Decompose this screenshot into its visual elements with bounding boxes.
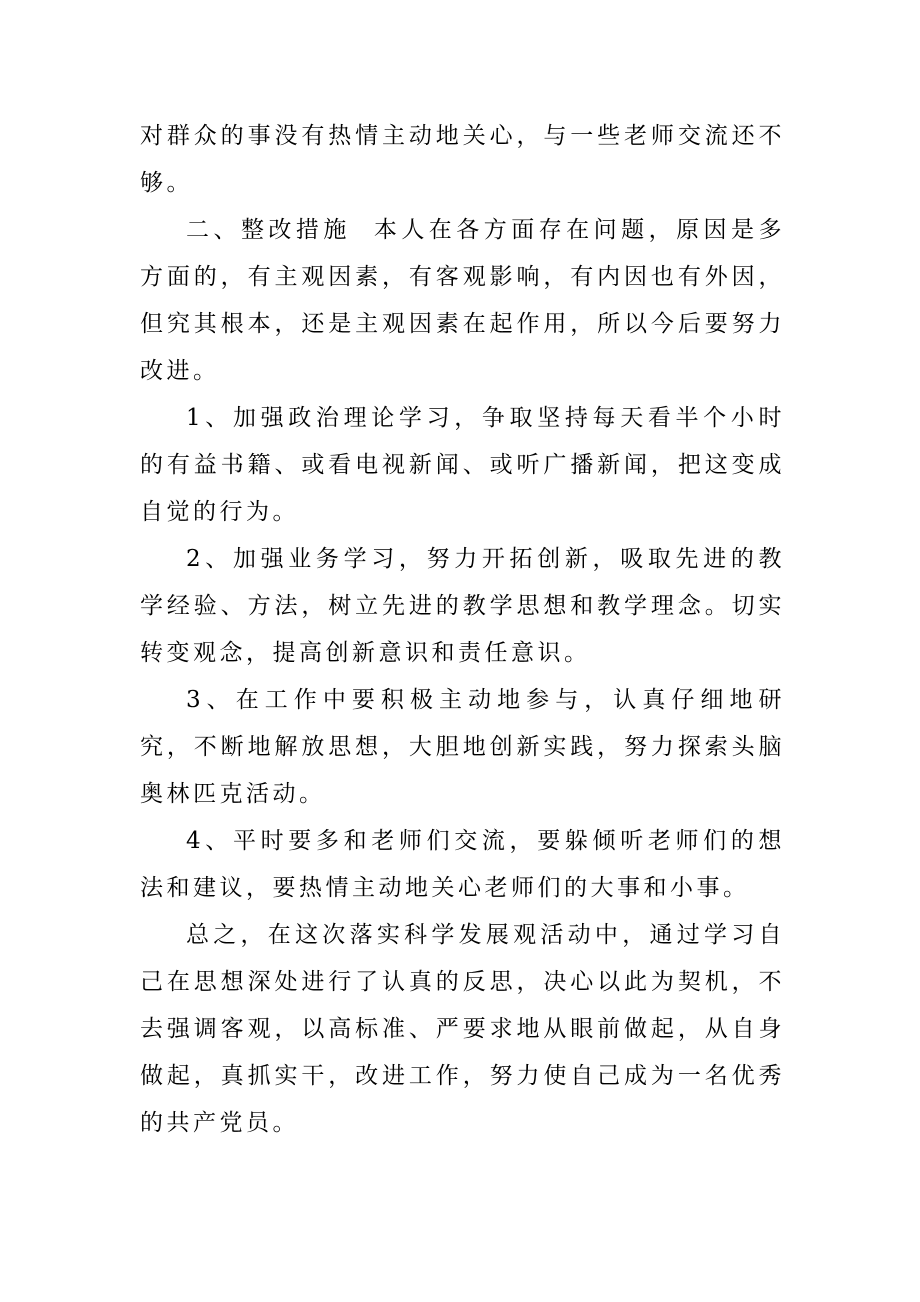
paragraph-item-4: 4、平时要多和老师们交流，要躲倾听老师们的想法和建议，要热情主动地关心老师们的大事和小事。 [140,828,785,901]
paragraph-item-3: 3、在工作中要积极主动地参与，认真仔细地研究，不断地解放思想，大胆地创新实践，努力探索头脑奥林匹克活动。 [140,687,785,807]
paragraph-rectification-text: 本人在各方面存在问题，原因是多方面的，有主观因素，有客观影响，有内因也有外因，但究其根本，还是主观因素在起作用，所以今后要努力改进。 [140,217,786,384]
paragraph-continuation: 对群众的事没有热情主动地关心，与一些老师交流还不够。 [140,123,785,196]
document-body [140,113,785,1147]
paragraph-conclusion: 总之，在这次落实科学发展观活动中，通过学习自己在思想深处进行了认真的反思，决心以此为契机，不去强调客观，以高标准、严要求地从眼前做起，从自身做起，真抓实干，改进工作，努力使自己成为一名优秀的共产党员。 [140,922,785,1136]
paragraph-rectification-measures [140,207,785,395]
paragraph-item-2: 2、加强业务学习，努力开拓创新，吸取先进的教学经验、方法，树立先进的教学思想和教学理念。切实转变观念，提高创新意识和责任意识。 [140,546,785,666]
section-heading-rectification: 二、整改措施 [186,217,351,243]
paragraph-item-1: 1、加强政治理论学习，争取坚持每天看半个小时的有益书籍、或看电视新闻、或听广播新闻，把这变成自觉的行为。 [140,405,785,525]
